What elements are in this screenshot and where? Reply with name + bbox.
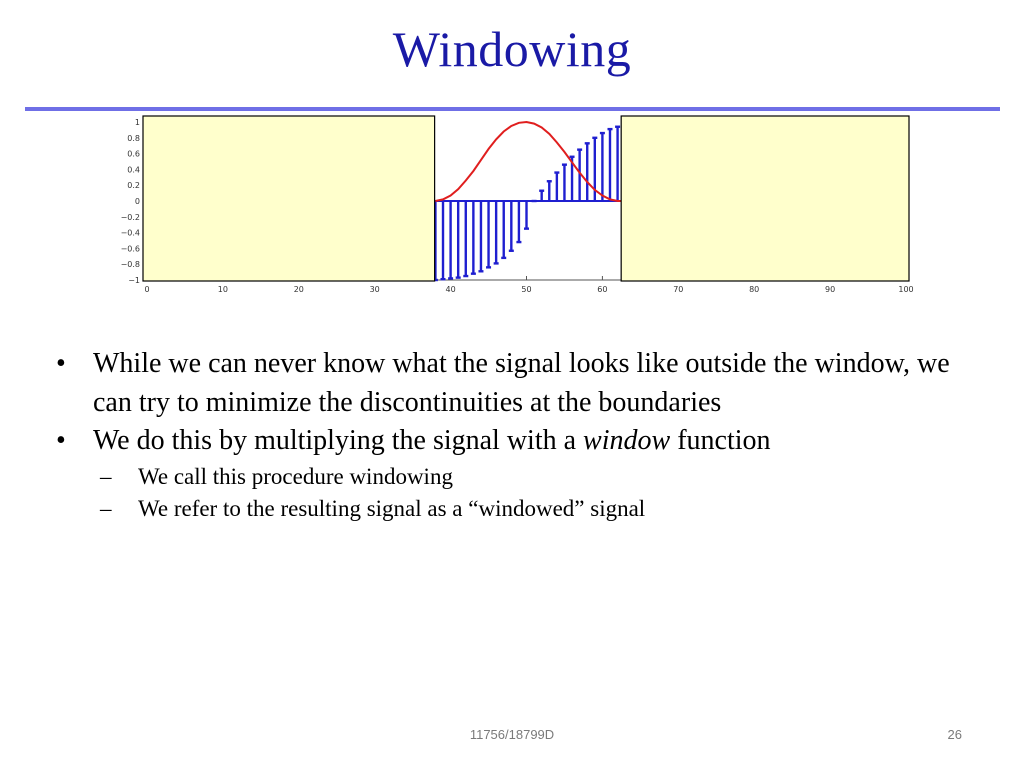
x-tick-label: 60 <box>597 285 608 294</box>
sub-bullet-marker: – <box>100 463 112 489</box>
sub-bullet-text-2: We refer to the resulting signal as a “windowed” signal <box>138 496 646 522</box>
x-tick-label: 20 <box>293 285 304 294</box>
sub-bullet-item-1 <box>56 461 986 493</box>
x-tick-label: 30 <box>369 285 380 294</box>
x-tick-label: 0 <box>144 285 150 294</box>
bullet-item-2 <box>56 422 986 461</box>
page-number: 26 <box>947 727 962 742</box>
windowing-plot <box>100 112 915 297</box>
bullet-text-1: While we can never know what the signal looks like outside the window, we can try to minimize the discontinuities at the boundaries <box>93 348 950 418</box>
y-tick-label: 0.4 <box>127 165 140 175</box>
y-tick-label: −1 <box>128 276 140 285</box>
sub-bullet-item-2 <box>56 493 986 525</box>
y-tick-label: 0.8 <box>127 133 140 143</box>
title-divider <box>25 107 1000 111</box>
x-tick-label: 80 <box>749 285 760 294</box>
x-tick-label: 90 <box>825 285 836 294</box>
slide-title: Windowing <box>392 21 632 77</box>
x-tick-label: 50 <box>521 285 532 294</box>
course-code-footer: 11756/18799D <box>469 727 555 742</box>
bullet-list <box>56 345 986 525</box>
window-curve <box>435 122 625 201</box>
y-tick-label: 0.6 <box>127 149 140 159</box>
bullet-marker: • <box>56 348 66 379</box>
y-tick-label: 1 <box>134 118 140 127</box>
y-tick-label: −0.2 <box>120 212 140 222</box>
bullet-text-2-before: We do this by multiplying the signal with a <box>93 425 584 457</box>
bullet-text-2-emphasis: window <box>583 425 671 457</box>
y-tick-label: −0.8 <box>120 260 140 270</box>
x-tick-label: 10 <box>217 285 228 294</box>
x-tick-label: 40 <box>445 285 456 294</box>
x-tick-label: 70 <box>673 285 684 294</box>
sub-bullet-text-1: We call this procedure windowing <box>138 463 453 489</box>
bullet-item-1 <box>56 345 986 422</box>
sub-bullet-marker: – <box>100 496 112 522</box>
y-tick-label: 0.2 <box>127 181 140 191</box>
left-mask-box <box>143 116 435 281</box>
y-tick-label: 0 <box>134 197 140 206</box>
bullet-marker: • <box>56 425 66 457</box>
windowing-figure <box>100 112 915 297</box>
right-mask-box <box>621 116 909 281</box>
y-tick-label: −0.4 <box>120 228 140 238</box>
x-tick-label: 100 <box>898 285 914 294</box>
y-tick-label: −0.6 <box>120 244 140 254</box>
bullet-text-2-after: function <box>670 425 771 457</box>
